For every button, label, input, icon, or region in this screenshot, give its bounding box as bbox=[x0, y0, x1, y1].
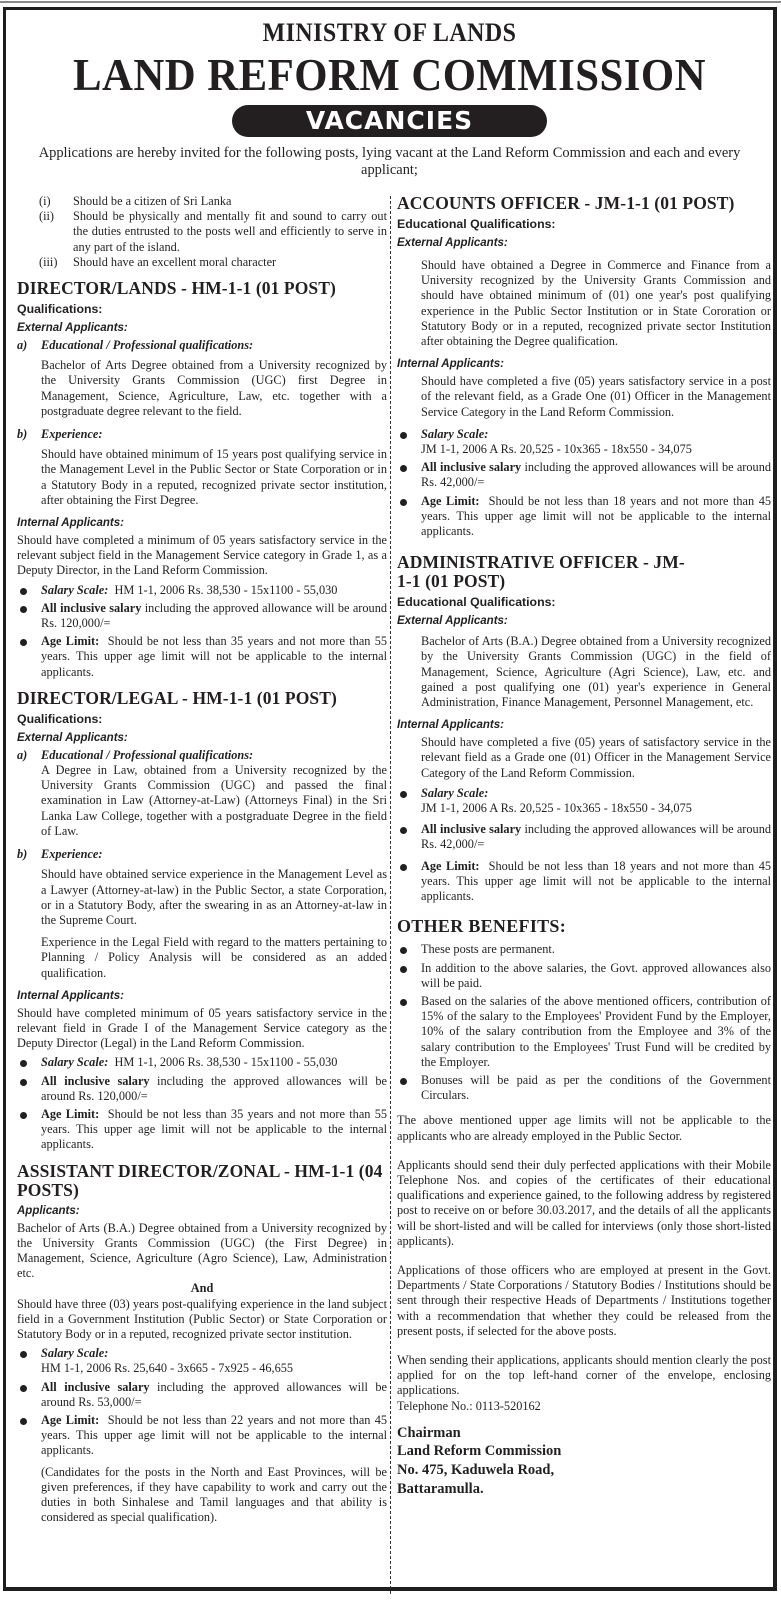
internal-text: Should have completed a five (05) years of satisfactory service in the relevant field as a Grade one (01) Officer in the Management Service Category of the Land Reform Commission. bbox=[421, 735, 771, 780]
external-text: Should have obtained a Degree in Commerce and Finance from a University recognized by the University Grants Commission and should have obtained minimum of (01) one year's post qualifying experience in the Public Sector Institution or in State Cororation or Statutory Body or in a reputed, recognized private sector Institution after obtaining the Degree qualification. bbox=[421, 258, 771, 349]
age-limit-item: Age Limit: Should be not less than 22 years and not more than 45 years. This upper age limit will not be applicable to the internal applicants. bbox=[17, 1413, 387, 1459]
bullet-icon bbox=[20, 1385, 27, 1392]
right-column bbox=[397, 194, 771, 1498]
external-text: Bachelor of Arts (B.A.) Degree obtained from a University recognized by the University Grants Commission (UGC) in the field of Management, Science, Agriculture (Agri Science), Law, etc. and gained a post qualifying one (01) year's experience in General Administration, Finance Management, Personnel Management, etc. bbox=[421, 634, 771, 710]
bullet-icon bbox=[20, 606, 27, 613]
post-assistant-director-zonal bbox=[17, 1162, 387, 1526]
bullet-icon bbox=[400, 966, 407, 973]
requirement-item: (ii) Should be physically and mentally fit and sound to carry out the duties entrusted to the posts well and efficiently to serve in any part of the island. bbox=[39, 209, 387, 254]
edu-text: A Degree in Law, obtained from a University recognized by the University Grants Commission (UGC) and passed the final examination in Law (Attorney-at-Law) (Attorneys Final) in the Sri Lanka Law College, together with a postgraduate Degree in the field of Law. bbox=[41, 763, 387, 838]
preference-note: (Candidates for the posts in the North and East Provinces, will be given preferences, if they have capability to work and carry out the duties in both Sinhalese and Tamil languages and that ability is considered as special qualification). bbox=[41, 1464, 387, 1525]
all-inclusive-item: All inclusive salary including the approved allowances will be around Rs. 42,000/= bbox=[397, 460, 771, 490]
educational-qualifications-heading: Educational Qualifications: bbox=[397, 217, 556, 231]
bullet-icon bbox=[20, 1079, 27, 1086]
applicants-text-degree: Bachelor of Arts (B.A.) Degree obtained from a University recognized by the University Grants Commission (UGC) (the First Degree) in Management, Science, Agriculture (Agro Science), Law, Administration etc. bbox=[17, 1220, 387, 1281]
applicants-text-experience: Should have three (03) years post-qualifying experience in the land subject field in a Government Institution (Public Sector) or State Corporation or Statutory Body or in a reputed, recognized private sector institution. bbox=[17, 1296, 387, 1341]
ministry-title: MINISTRY OF LANDS bbox=[262, 18, 517, 47]
edu-heading: Educational / Professional qualifications: bbox=[41, 747, 254, 762]
all-inclusive-item: All inclusive salary including the approved allowances will be around Rs. 120,000/= bbox=[17, 1074, 387, 1104]
terms-list bbox=[17, 1346, 387, 1458]
bullet-icon bbox=[400, 864, 407, 871]
internal-text: Should have completed minimum of 05 years satisfactory service in the relevant field in Grade I of the Management Service category as the Deputy Director (Legal) in the Land Reform Commission. bbox=[17, 1005, 387, 1051]
salary-scale-item: Salary Scale: HM 1-1, 2006 Rs. 38,530 - 15x1100 - 55,030 bbox=[17, 583, 387, 598]
send-instructions: Applicants should send their duly perfected applications with their Mobile Telephone Nos. and copies of the certificates of their educational qualifications and experience gained, to the following address by registered post to receive on or before 30.03.2017, and the details of all the applicants will be short-listed and will be called for interviews (only those short-listed applicants). bbox=[397, 1157, 771, 1248]
bullet-icon bbox=[400, 791, 407, 798]
requirement-item: (iii) Should have an excellent moral character bbox=[39, 254, 277, 269]
age-limit-item: Age Limit: Should be not less than 18 years and not more than 45 years. This upper age limit will not be applicable to the internal applicants. bbox=[397, 859, 771, 905]
external-applicants-heading: External Applicants: bbox=[397, 237, 508, 249]
educational-qualifications-heading: Educational Qualifications: bbox=[397, 595, 556, 610]
bullet-icon bbox=[400, 827, 407, 834]
edu-text: Bachelor of Arts Degree obtained from a University recognized by the University Grants Commission (UGC) first Degree in Management, Science, Agriculture, Law, etc. together with a postgraduate degree relevant to the field. bbox=[41, 358, 387, 418]
bullet-icon bbox=[400, 947, 407, 954]
terms-list bbox=[17, 583, 387, 680]
post-title: ASSISTANT DIRECTOR/ZONAL - HM-1-1 (04 POSTS) bbox=[17, 1160, 383, 1200]
internal-applicants-heading: Internal Applicants: bbox=[17, 517, 124, 530]
post-title: DIRECTOR/LEGAL - HM-1-1 (01 POST) bbox=[17, 687, 337, 708]
external-applicants-heading: External Applicants: bbox=[17, 322, 128, 335]
experience-heading: Experience: bbox=[41, 847, 103, 862]
bullet-icon bbox=[20, 1112, 27, 1119]
bullet-icon bbox=[20, 1418, 27, 1425]
commission-title: LAND REFORM COMMISSION bbox=[73, 49, 706, 100]
internal-applicants-heading: Internal Applicants: bbox=[17, 989, 124, 1002]
post-title: ADMINISTRATIVE OFFICER - JM-1-1 (01 POST) bbox=[397, 552, 685, 592]
envelope-note: When sending their applications, applicants should mention clearly the post applied for on the top left-hand corner of the envelope, enclosing applications. bbox=[397, 1352, 771, 1398]
all-inclusive-item: All inclusive salary including the approved allowances will be around Rs. 53,000/= bbox=[17, 1380, 387, 1410]
bullet-icon bbox=[20, 1351, 27, 1358]
and-separator: And bbox=[190, 1281, 214, 1296]
experience-text: Should have obtained minimum of 15 years post qualifying service in the Management Level in the Public Sector or State Corporation or in a Statutory Body in a reputed, recognized private sector institution, after obtaining the First Degree. bbox=[41, 447, 387, 507]
bullet-icon bbox=[400, 999, 407, 1006]
left-column bbox=[17, 194, 387, 1525]
experience-extra-text: Experience in the Legal Field with regard to the matters pertaining to Planning / Policy Analysis will be considered as an added qualification. bbox=[41, 935, 387, 980]
address-city: Battaramulla. bbox=[397, 1480, 484, 1497]
all-inclusive-item: All inclusive salary including the approved allowances will be around Rs. 42,000/= bbox=[397, 822, 771, 852]
edu-heading: Educational / Professional qualifications: bbox=[41, 338, 254, 353]
telephone-number: Telephone No.: 0113-520162 bbox=[397, 1398, 541, 1413]
experience-text: Should have obtained service experience in the Management Level as a Lawyer (Attorney-at-law) in the Public Sector, a state Corporation, or in a Statutory Body, after the swearing in as an Attorney-at-law in the Supreme Court. bbox=[41, 867, 387, 927]
terms-list bbox=[397, 427, 771, 539]
external-applicants-heading: External Applicants: bbox=[397, 615, 508, 628]
general-requirements bbox=[17, 194, 387, 270]
bullet-icon bbox=[20, 639, 27, 646]
benefit-item: Bonuses will be paid as per the conditions of the Government Circulars. bbox=[397, 1073, 771, 1103]
masthead bbox=[6, 10, 773, 178]
bullet-icon bbox=[400, 499, 407, 506]
intro-text: Applications are hereby invited for the following posts, lying vacant at the Land Reform Commission and each and every applicant; bbox=[38, 144, 741, 178]
benefit-item: In addition to the above salaries, the Govt. approved allowances also will be paid. bbox=[397, 961, 771, 991]
internal-text: Should have completed a five (05) years satisfactory service in a post of the relevant field, as a Grade One (01) Officer in the Management Service Category in the Land Reform Commission. bbox=[421, 374, 771, 419]
other-benefits bbox=[397, 916, 771, 1103]
employed-officers-note: Applications of those officers who are employed at present in the Govt. Departments / State Corporations / Statutory Bodies / Institutions should be sent through their respective Heads of Departments / Institutions together with a recommendation that whether they could be released from the present posts, if selected for the above posts. bbox=[397, 1262, 771, 1338]
other-benefits-title: OTHER BENEFITS: bbox=[397, 916, 567, 937]
bullet-icon bbox=[400, 432, 407, 439]
advertisement-frame bbox=[3, 7, 777, 1591]
bullet-icon bbox=[400, 1078, 407, 1085]
bullet-icon bbox=[20, 588, 27, 595]
salary-scale-item: Salary Scale: HM 1-1, 2006 Rs. 25,640 - 3x665 - 7x925 - 46,655 bbox=[17, 1346, 387, 1376]
internal-applicants-heading: Internal Applicants: bbox=[397, 358, 504, 371]
internal-text: Should have completed a minimum of 05 years satisfactory service in the relevant subject field in the Management Service category in Grade 1, as a Deputy Director, in the Land Reform Commission. bbox=[17, 533, 387, 578]
salary-scale-item: Salary Scale: HM 1-1, 2006 Rs. 38,530 - 15x1100 - 55,030 bbox=[17, 1055, 387, 1070]
age-limit-item: Age Limit: Should be not less than 35 years and not more than 55 years. This upper age limit will not be applicable to the internal applicants. bbox=[17, 634, 387, 680]
qualifications-heading: Qualifications: bbox=[17, 711, 103, 726]
benefit-item: Based on the salaries of the above mentioned officers, contribution of 15% of the salary to the Employees' Provident Fund by the Employer, 10% of the salary contribution from the Employee and 3% of the salary contribution to the Employees' Trust Fund will be credited by the Employer. bbox=[397, 994, 771, 1070]
benefits-list bbox=[397, 942, 771, 1103]
benefit-item: These posts are permanent. bbox=[397, 942, 771, 957]
age-limit-item: Age Limit: Should be not less than 18 years and not more than 45 years. This upper age limit will not be applicable to the internal applicants. bbox=[397, 494, 771, 540]
terms-list bbox=[397, 786, 771, 904]
address-line: No. 475, Kaduwela Road, bbox=[397, 1461, 555, 1478]
signature-block bbox=[397, 1424, 771, 1498]
all-inclusive-item: All inclusive salary including the approved allowance will be around Rs. 120,000/= bbox=[17, 601, 387, 631]
bullet-icon bbox=[20, 1060, 27, 1067]
column-divider bbox=[390, 196, 391, 1594]
applicants-heading: Applicants: bbox=[17, 1204, 80, 1217]
external-applicants-heading: External Applicants: bbox=[17, 731, 128, 744]
post-administrative-officer bbox=[397, 553, 771, 904]
top-rule bbox=[0, 1, 781, 3]
bullet-icon bbox=[400, 465, 407, 472]
post-accounts-officer bbox=[397, 194, 771, 539]
vacancies-banner: VACANCIES bbox=[232, 105, 547, 137]
post-title: ACCOUNTS OFFICER - JM-1-1 (01 POST) bbox=[397, 193, 735, 213]
requirement-item: (i) Should be a citizen of Sri Lanka bbox=[39, 194, 232, 208]
signatory-title: Chairman bbox=[397, 1424, 461, 1441]
post-title: DIRECTOR/LANDS - HM-1-1 (01 POST) bbox=[17, 278, 336, 299]
post-director-legal: DIRECTOR/LEGAL - HM-1-1 (01 POST) Qualifications: External Applicants: a) Educational / Professional qualifications: A Degree in Law, obtained from a University recognized by the University Grants Commission (UGC) and passed the final examination in Law (Attorney-at-Law) (Attorneys Final) in the Sri Lanka Law College, together with a postgraduate Degree in the field of Law. b) Experience: Should have obtained service experience in the Management Level as a Lawyer (Attorney-at-law) in the Public Sector, a state Corporation, or in a Statutory Body, after the swearing in as an Attorney-at-law in the Supreme Court. Experience in the Legal Field with regard to the matters pertaining to Planning / Policy Analysis will be considered as an added qualification. Internal Applicants: Should have completed minimum of 05 years satisfactory service in the relevant field in Grade I of the Management Service category as the Deputy Director (Legal) in the Land Reform Commission. Salary Scale: HM 1-1, 2006 Rs. 38,530 - 15x1100 - 55,030 All inclusive salary including the approved allowances will be around Rs. 120,000/= Age Limit: Should be not less than 35 years and not more than 55 years. This upper age limit will not be applicable to the internal applicants. bbox=[17, 687, 388, 1152]
qualifications-heading: Qualifications: bbox=[17, 302, 103, 317]
age-limit-note: The above mentioned upper age limits will not be applicable to the applicants who are already employed in the Public Sector. bbox=[397, 1113, 771, 1143]
terms-list bbox=[17, 1055, 387, 1152]
age-limit-item: Age Limit: Should be not less than 35 years and not more than 55 years. This upper age limit will not be applicable to the internal applicants. bbox=[17, 1107, 387, 1153]
signatory-organization: Land Reform Commission bbox=[397, 1443, 562, 1460]
experience-heading: Experience: bbox=[41, 427, 103, 442]
internal-applicants-heading: Internal Applicants: bbox=[397, 719, 504, 732]
salary-scale-item: Salary Scale: JM 1-1, 2006 A Rs. 20,525 - 10x365 - 18x550 - 34,075 bbox=[397, 786, 771, 816]
post-director-lands: DIRECTOR/LANDS - HM-1-1 (01 POST) Qualifications: External Applicants: a) Educational / Professional qualifications: Bachelor of Arts Degree obtained from a University recognized by the University Grants Commission (UGC) first Degree in Management, Science, Agriculture, Law, etc. together with a postgraduate degree relevant to the field. b) Experience: Should have obtained minimum of 15 years post qualifying service in the Management Level in the Public Sector or State Corporation or in a Statutory Body in a reputed, recognized private sector institution, after obtaining the First Degree. Internal Applicants: Should have completed a minimum of 05 years satisfactory service in the relevant subject field in the Management Service category in Grade 1, as a Deputy Director, in the Land Reform Commission. Salary Scale: HM 1-1, 2006 Rs. 38,530 - 15x1100 - 55,030 All inclusive salary including the approved allowance will be around Rs. 120,000/= Age Limit: Should be not less than 35 years and not more than 55 years. This upper age limit will not be applicable to the internal applicants. bbox=[17, 278, 388, 679]
salary-scale-item: Salary Scale: JM 1-1, 2006 A Rs. 20,525 - 10x365 - 18x550 - 34,075 bbox=[397, 427, 771, 457]
